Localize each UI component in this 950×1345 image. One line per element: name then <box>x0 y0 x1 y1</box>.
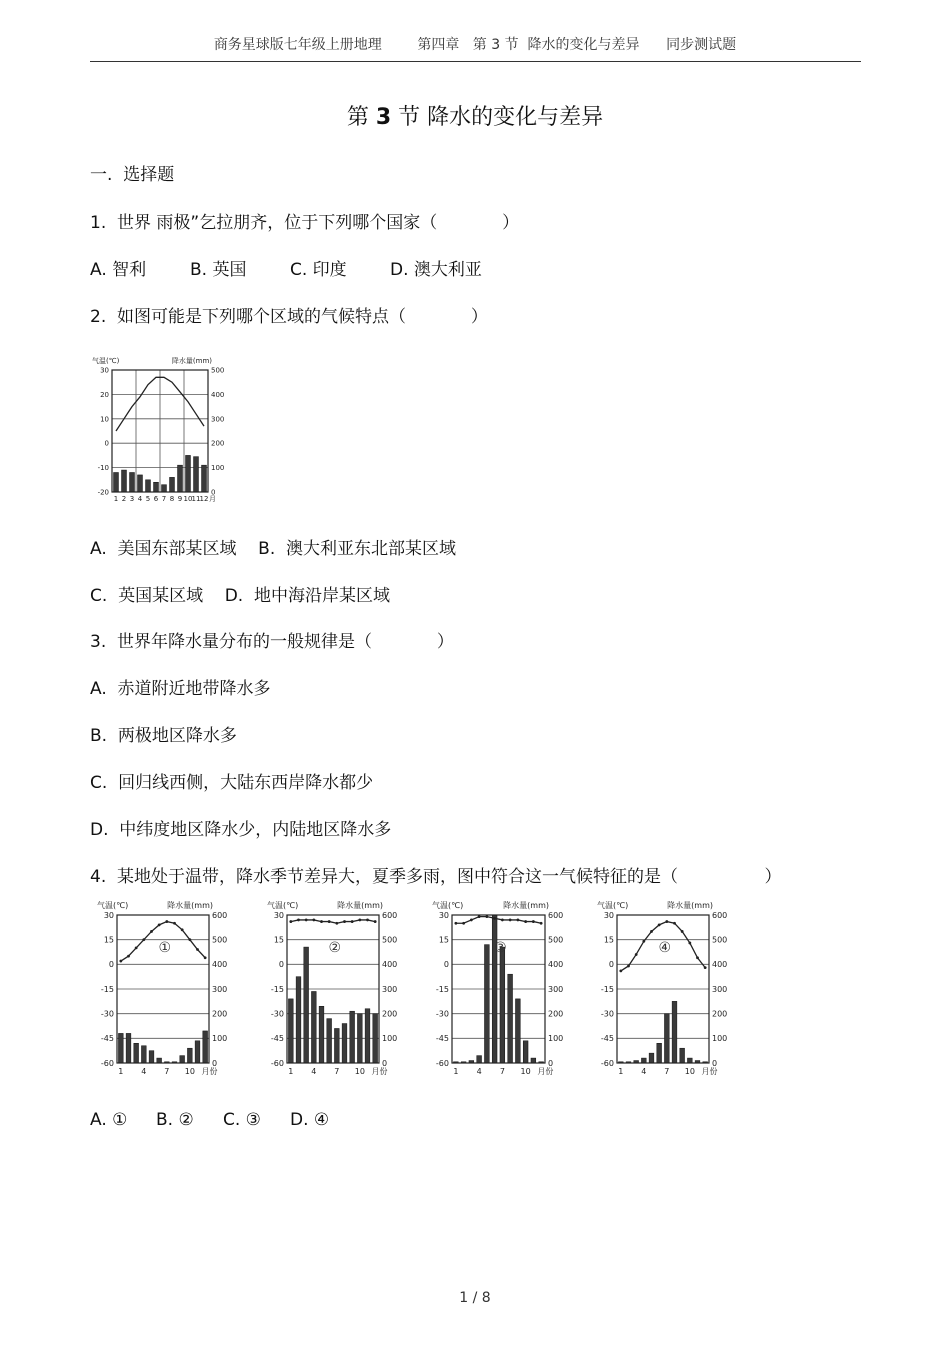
x-tick-label: 1 <box>118 1067 124 1076</box>
temp-point <box>635 953 638 956</box>
temp-point <box>532 920 535 923</box>
precip-tick-label: 0 <box>548 1058 554 1068</box>
temp-point <box>127 955 130 958</box>
temp-point <box>366 919 369 922</box>
temp-point <box>320 920 323 923</box>
temp-axis-title: 气温(℃) <box>92 357 120 365</box>
title-number: 3 <box>375 105 392 130</box>
q4-chart-3 <box>422 893 577 1083</box>
precip-bar <box>365 1009 370 1063</box>
temp-point <box>312 919 315 922</box>
x-unit-label: 月份 <box>201 1067 218 1076</box>
precip-bar <box>508 974 513 1063</box>
precip-bar <box>641 1058 646 1063</box>
x-tick-label: 7 <box>334 1067 340 1076</box>
precip-bar <box>687 1058 692 1063</box>
temp-point <box>297 919 300 922</box>
x-tick-label: 7 <box>164 1067 170 1076</box>
x-unit-label: 月份 <box>701 1067 718 1076</box>
temp-tick-label: 0 <box>443 960 449 970</box>
temp-tick-label: -15 <box>435 984 449 994</box>
temp-point <box>328 920 331 923</box>
chart-number-label: ③ <box>494 940 507 956</box>
precip-axis-title: 降水量(mm) <box>667 901 713 910</box>
precip-bar <box>194 457 199 492</box>
temp-tick-label: -30 <box>435 1009 449 1019</box>
x-tick-label: 10 <box>684 1067 695 1076</box>
temp-point <box>454 922 457 925</box>
precip-tick-label: 200 <box>212 1009 228 1019</box>
q3-option-a[interactable]: A. 赤道附近地带降水多 <box>90 679 271 699</box>
x-tick-label: 7 <box>664 1067 670 1076</box>
temp-tick-label: 15 <box>273 935 284 945</box>
x-unit-label: 月份 <box>537 1067 554 1076</box>
precip-bar <box>170 477 175 492</box>
page-header: 商务星球版七年级上册地理 第四章 第 3 节 降水的变化与差异 同步测试题 <box>213 37 737 53</box>
x-tick-label: 10 <box>184 1067 195 1076</box>
temp-tick-label: -30 <box>100 1009 114 1019</box>
temp-tick-label: -15 <box>600 984 614 994</box>
temp-point <box>696 956 699 959</box>
x-tick-label: 1 <box>618 1067 624 1076</box>
precip-bar <box>680 1048 685 1063</box>
x-unit-label: 月 <box>209 495 216 503</box>
temp-point <box>158 923 161 926</box>
q4-chart-2 <box>260 893 410 1083</box>
precip-bar <box>195 1041 200 1063</box>
precip-tick-label: 500 <box>212 935 228 945</box>
x-tick-label: 10 <box>183 495 193 503</box>
temp-point <box>501 919 504 922</box>
precip-tick-label: 300 <box>712 984 728 994</box>
q2-options-line1: A. 美国东部某区域 B. 澳大利亚东北部某区域 <box>90 539 457 559</box>
temp-tick-label: 30 <box>273 910 284 920</box>
x-tick-label: 5 <box>145 495 151 503</box>
temp-tick-label: 0 <box>108 960 114 970</box>
precip-bar <box>118 1033 123 1063</box>
precip-bar <box>342 1024 347 1063</box>
temp-point <box>335 922 338 925</box>
temp-tick-label: 30 <box>603 910 614 920</box>
temp-point <box>305 919 308 922</box>
temp-point <box>642 940 645 943</box>
temp-point <box>165 920 168 923</box>
temp-point <box>665 920 668 923</box>
precip-tick-label: 100 <box>712 1034 728 1044</box>
precip-tick-label: 100 <box>548 1034 564 1044</box>
precip-bar <box>664 1014 669 1063</box>
precip-bar <box>146 480 151 492</box>
temp-point <box>374 920 377 923</box>
x-tick-label: 10 <box>520 1067 531 1076</box>
x-tick-label: 1 <box>113 495 119 503</box>
precip-tick-label: 0 <box>212 1058 218 1068</box>
temp-point <box>516 919 519 922</box>
temp-tick-label: -30 <box>600 1009 614 1019</box>
precip-bar <box>149 1051 154 1063</box>
temp-point <box>658 923 661 926</box>
temp-point <box>540 922 543 925</box>
precip-tick-label: 300 <box>211 415 225 424</box>
precip-tick-label: 200 <box>211 439 225 448</box>
x-tick-label: 11 <box>191 495 201 503</box>
precip-bar <box>138 475 143 492</box>
temp-tick-label: -45 <box>600 1034 614 1044</box>
temp-axis-title: 气温(℃) <box>97 901 129 910</box>
precip-tick-label: 600 <box>712 910 728 920</box>
precip-bar <box>141 1046 146 1063</box>
precip-bar <box>126 1033 131 1063</box>
temp-point <box>135 946 138 949</box>
temp-point <box>462 922 465 925</box>
q3-option-b[interactable]: B. 两极地区降水多 <box>90 726 237 746</box>
temp-point <box>681 930 684 933</box>
precip-bar <box>523 1041 528 1063</box>
x-tick-label: 7 <box>499 1067 505 1076</box>
precip-tick-label: 200 <box>382 1009 398 1019</box>
q1-stem: 1. 世界 雨极”乞拉朋齐，位于下列哪个国家（ ） <box>90 213 520 233</box>
temp-tick-label: 30 <box>100 366 109 375</box>
header-rule <box>90 61 861 62</box>
precip-tick-label: 0 <box>382 1058 388 1068</box>
temp-tick-label: -45 <box>100 1034 114 1044</box>
precip-bar <box>350 1011 355 1063</box>
q4-chart-1 <box>90 893 240 1083</box>
precip-bar <box>357 1014 362 1063</box>
x-tick-label: 4 <box>141 1067 147 1076</box>
precip-tick-label: 300 <box>212 984 228 994</box>
q4-option-c[interactable]: C. ③ <box>223 1110 261 1130</box>
temp-point <box>351 920 354 923</box>
temp-tick-label: 30 <box>103 910 114 920</box>
x-tick-label: 4 <box>137 495 143 503</box>
temp-tick-label: 20 <box>100 390 109 399</box>
precip-bar <box>304 947 309 1063</box>
precip-bar <box>122 470 127 492</box>
title-prefix: 第 <box>346 105 376 130</box>
temp-axis-title: 气温(℃) <box>597 901 629 910</box>
precip-bar <box>649 1053 654 1063</box>
chart-number-label: ② <box>328 940 342 956</box>
precip-tick-label: 300 <box>382 984 398 994</box>
temp-tick-label: 15 <box>438 935 449 945</box>
temp-tick-label: -10 <box>97 464 109 473</box>
x-unit-label: 月份 <box>371 1067 388 1076</box>
temp-point <box>173 922 176 925</box>
precip-tick-label: 0 <box>211 488 216 497</box>
temp-point <box>470 919 473 922</box>
precip-tick-label: 0 <box>712 1058 718 1068</box>
chart-number-label: ④ <box>658 940 672 956</box>
q1-option-b[interactable]: B. 英国 <box>190 260 247 280</box>
x-tick-label: 9 <box>177 495 183 503</box>
x-tick-label: 7 <box>161 495 167 503</box>
temp-point <box>650 930 653 933</box>
q4-option-d[interactable]: D. ④ <box>290 1110 330 1130</box>
temp-tick-label: -45 <box>270 1034 284 1044</box>
precip-bar <box>319 1006 324 1063</box>
precip-axis-title: 降水量(mm) <box>337 901 383 910</box>
section-heading: 一. 选择题 <box>90 165 175 185</box>
temp-point <box>196 948 199 951</box>
x-tick-label: 3 <box>129 495 135 503</box>
q4-stem: 4. 某地处于温带，降水季节差异大，夏季多雨，图中符合这一气候特征的是（ ） <box>90 867 782 887</box>
temp-tick-label: -60 <box>600 1058 614 1068</box>
precip-bar <box>327 1019 332 1063</box>
q4-options <box>90 1110 329 1130</box>
page-title <box>0 100 950 131</box>
x-tick-label: 1 <box>288 1067 294 1076</box>
precip-tick-label: 400 <box>382 960 398 970</box>
precip-tick-label: 500 <box>211 366 225 375</box>
temp-point <box>181 928 184 931</box>
precip-bar <box>477 1056 482 1063</box>
q2-stem: 2. 如图可能是下列哪个区域的气候特点（ ） <box>90 307 488 327</box>
temp-point <box>493 917 496 920</box>
precip-bar <box>288 999 293 1063</box>
precip-tick-label: 400 <box>548 960 564 970</box>
precip-bar <box>154 482 159 492</box>
precip-axis-title: 降水量(mm) <box>503 901 549 910</box>
x-tick-label: 4 <box>476 1067 482 1076</box>
precip-bar <box>203 1031 208 1063</box>
precip-bar <box>672 1001 677 1063</box>
precip-bar <box>178 465 183 492</box>
precip-tick-label: 300 <box>548 984 564 994</box>
precip-bar <box>296 977 301 1063</box>
temp-tick-label: -45 <box>435 1034 449 1044</box>
temp-tick-label: -30 <box>270 1009 284 1019</box>
temp-axis-title: 气温(℃) <box>267 901 299 910</box>
x-tick-label: 4 <box>311 1067 317 1076</box>
q3-option-d[interactable]: D. 中纬度地区降水少，内陆地区降水多 <box>90 820 392 840</box>
temp-tick-label: -15 <box>100 984 114 994</box>
temp-tick-label: 0 <box>104 439 109 448</box>
q4-chart-4 <box>590 893 740 1083</box>
temp-tick-label: 10 <box>100 415 109 424</box>
precip-tick-label: 400 <box>211 390 225 399</box>
temp-point <box>142 938 145 941</box>
temp-point <box>150 930 153 933</box>
precip-bar <box>531 1058 536 1063</box>
precip-bar <box>130 472 135 492</box>
precip-bar <box>484 945 489 1063</box>
precip-bar <box>180 1056 185 1063</box>
temp-point <box>485 915 488 918</box>
temp-axis-title: 气温(℃) <box>432 901 464 910</box>
precip-bar <box>134 1043 139 1063</box>
x-tick-label: 4 <box>641 1067 647 1076</box>
temp-tick-label: -60 <box>100 1058 114 1068</box>
q3-option-c[interactable]: C. 回归线西侧，大陆东西岸降水都少 <box>90 773 374 793</box>
precip-tick-label: 600 <box>382 910 398 920</box>
temp-point <box>343 920 346 923</box>
temp-point <box>524 920 527 923</box>
precip-axis-title: 降水量(mm) <box>167 901 213 910</box>
q3-stem: 3. 世界年降水量分布的一般规律是（ ） <box>90 632 454 652</box>
temp-point <box>289 920 292 923</box>
precip-tick-label: 200 <box>548 1009 564 1019</box>
temp-point <box>619 970 622 973</box>
temp-line <box>291 920 375 923</box>
precip-bar <box>202 465 207 492</box>
temp-tick-label: -20 <box>97 488 109 497</box>
precip-bar <box>186 455 191 492</box>
precip-tick-label: 100 <box>382 1034 398 1044</box>
precip-axis-title: 降水量(mm) <box>171 357 212 365</box>
chart-number-label: ① <box>158 940 172 956</box>
q4-option-a[interactable]: A. ① <box>90 1110 128 1130</box>
precip-tick-label: 100 <box>211 464 225 473</box>
q4-option-b[interactable]: B. ② <box>156 1110 194 1130</box>
precip-bar <box>515 999 520 1063</box>
x-tick-label: 10 <box>354 1067 365 1076</box>
temp-point <box>627 965 630 968</box>
precip-tick-label: 100 <box>212 1034 228 1044</box>
precip-bar <box>157 1058 162 1063</box>
precip-tick-label: 400 <box>712 960 728 970</box>
temp-point <box>704 966 707 969</box>
precip-tick-label: 600 <box>212 910 228 920</box>
precip-bar <box>311 991 316 1063</box>
x-tick-label: 1 <box>453 1067 459 1076</box>
temp-point <box>478 915 481 918</box>
precip-tick-label: 200 <box>712 1009 728 1019</box>
q2-options-line2: C. 英国某区域 D. 地中海沿岸某区域 <box>90 586 390 606</box>
q1-option-c[interactable]: C. 印度 <box>290 260 347 280</box>
temp-point <box>509 919 512 922</box>
temp-tick-label: 0 <box>608 960 614 970</box>
q1-option-d[interactable]: D. 澳大利亚 <box>390 260 482 280</box>
precip-bar <box>373 1014 378 1063</box>
precip-tick-label: 500 <box>382 935 398 945</box>
x-tick-label: 2 <box>121 495 127 503</box>
x-tick-label: 6 <box>153 495 159 503</box>
precip-bar <box>334 1028 339 1063</box>
x-tick-label: 12 <box>199 495 209 503</box>
temp-point <box>188 938 191 941</box>
temp-point <box>688 942 691 945</box>
temp-tick-label: -15 <box>270 984 284 994</box>
temp-tick-label: 15 <box>103 935 114 945</box>
precip-bar <box>187 1048 192 1063</box>
precip-bar <box>162 485 167 492</box>
temp-line <box>456 917 541 924</box>
temp-tick-label: -60 <box>435 1058 449 1068</box>
precip-tick-label: 400 <box>212 960 228 970</box>
precip-bar <box>657 1043 662 1063</box>
q1-option-a[interactable]: A. 智利 <box>90 260 147 280</box>
temp-tick-label: 30 <box>438 910 449 920</box>
precip-tick-label: 600 <box>548 910 564 920</box>
title-suffix: 节 降水的变化与差异 <box>391 105 604 130</box>
precip-tick-label: 500 <box>712 935 728 945</box>
temp-tick-label: -60 <box>270 1058 284 1068</box>
temp-tick-label: 0 <box>278 960 284 970</box>
temp-point <box>673 922 676 925</box>
precip-bar <box>492 915 497 1063</box>
temp-tick-label: 15 <box>603 935 614 945</box>
precip-bar <box>500 947 505 1063</box>
precip-tick-label: 500 <box>548 935 564 945</box>
page-number: 1 / 8 <box>459 1290 491 1306</box>
temp-point <box>358 919 361 922</box>
precip-bar <box>114 472 119 492</box>
temp-point <box>119 960 122 963</box>
q1-options <box>90 255 482 280</box>
temp-point <box>204 956 207 959</box>
x-tick-label: 8 <box>169 495 175 503</box>
q2-climate-chart <box>88 348 238 508</box>
